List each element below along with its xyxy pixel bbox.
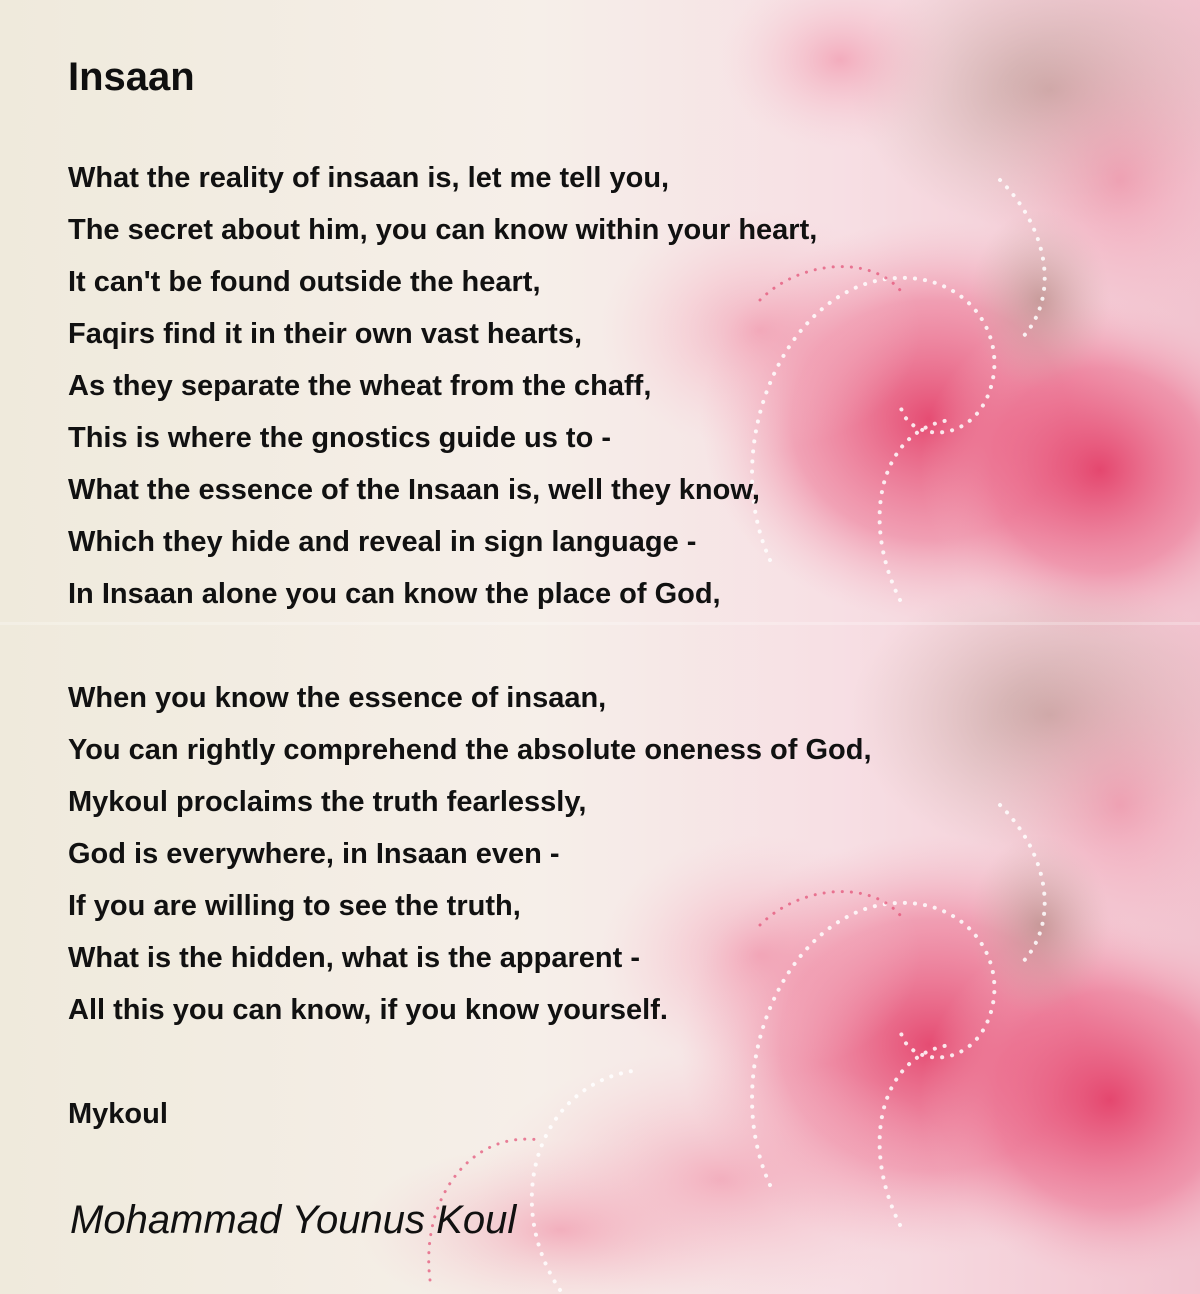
- poem-line: If you are willing to see the truth,: [68, 890, 521, 922]
- poem-line: Faqirs find it in their own vast hearts,: [68, 318, 583, 350]
- poem-line: God is everywhere, in Insaan even -: [68, 838, 560, 870]
- poem-line: What is the hidden, what is the apparent -: [68, 942, 640, 974]
- poem-signature: Mykoul: [68, 1098, 168, 1130]
- poem-line: What the essence of the Insaan is, well they know,: [68, 474, 760, 506]
- poem-line: All this you can know, if you know yourself.: [68, 994, 668, 1026]
- stanza-2: [68, 672, 1168, 1036]
- poem-line: This is where the gnostics guide us to -: [68, 422, 612, 454]
- poem-line: What the reality of insaan is, let me tell you,: [68, 162, 670, 194]
- poem-line: It can't be found outside the heart,: [68, 266, 541, 298]
- poem-line: Which they hide and reveal in sign language -: [68, 526, 697, 558]
- poem-line: You can rightly comprehend the absolute oneness of God,: [68, 734, 872, 766]
- stanza-1: [68, 152, 1168, 620]
- poem-line: Mykoul proclaims the truth fearlessly,: [68, 786, 587, 818]
- poem-line: When you know the essence of insaan,: [68, 682, 607, 714]
- poem-line: In Insaan alone you can know the place of God,: [68, 578, 721, 610]
- poem-line: As they separate the wheat from the chaff,: [68, 370, 652, 402]
- poem-title: Insaan: [68, 55, 195, 99]
- author-name: Mohammad Younus Koul: [70, 1198, 517, 1242]
- poem-container: [68, 50, 1168, 1140]
- poem-line: The secret about him, you can know within your heart,: [68, 214, 818, 246]
